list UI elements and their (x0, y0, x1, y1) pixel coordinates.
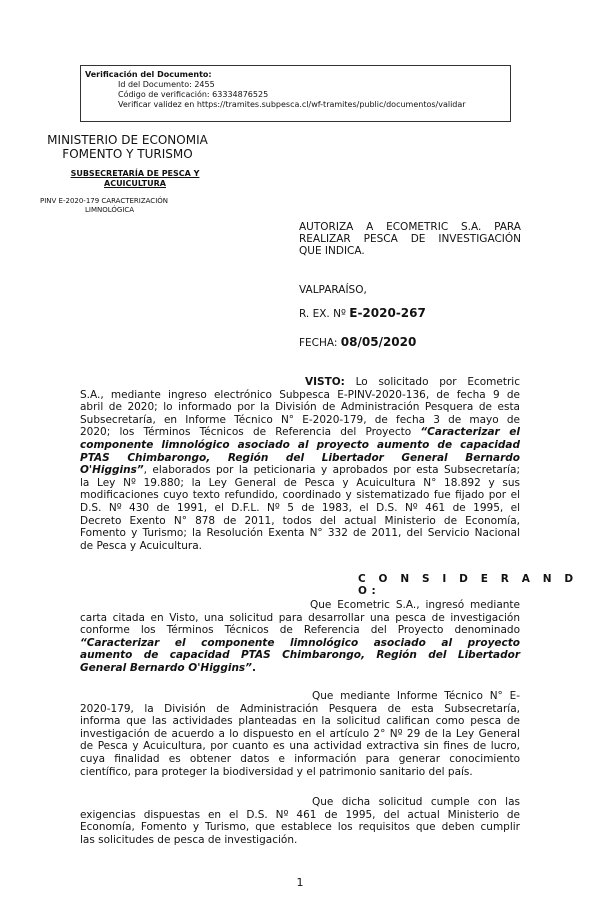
reference-code: PINV E-2020-179 CARACTERIZACIÓN LIMNOLÓGICA (40, 197, 169, 214)
considerando-paragraph-2: Que mediante Informe Técnico N° E- 2020-179, la División de Administración Pesquera de esta Subsecretaría, informa que las actividades planteadas en la solicitud califican como pesca de investigación de acuerdo a lo dispuesto en el artículo 2° Nº 29 de la Ley General de Pesca y Acuicultura, por cuanto es una actividad extractiva sin fines de lucro, cuya finalidad es obtener datos e información para generar conocimiento científico, para proteger la biodiversidad y el patrimonio sanitario del país. (80, 690, 520, 778)
verification-box (80, 65, 511, 122)
considerando-heading: C O N S I D E R A N D O: (358, 573, 578, 597)
verification-url[interactable]: • Verificar validez en https://tramites.subpesca.cl/wf-tramites/public/documentos/validar (118, 100, 506, 110)
considerando-paragraph-1: Que Ecometric S.A., ingresó mediante carta citada en Visto, una solicitud para desarrollar una pesca de investigación conforme los Términos Técnicos de Referencia del Proyecto denominado “Caracterizar el componente limnológico asociado al proyecto aumento de capacidad PTAS Chimbarongo, Región del Libertador General Bernardo O'Higgins”. (80, 599, 520, 674)
resolution-date: FECHA: 08/05/2020 (299, 335, 417, 349)
verification-code: • Código de verificación: 63334876525 (118, 90, 506, 100)
resolution-number: R. EX. Nº E-2020-267 (299, 306, 426, 320)
page-number: 1 (296, 876, 304, 889)
visto-paragraph: VISTO: Lo solicitado por Ecometric S.A., mediante ingreso electrónico Subpesca E-PINV-2020-136, de fecha 9 de abril de 2020; lo informado por la División de Administración Pesquera de esta Subsecretaría, en Informe Técnico N° E-2020-179, de fecha 3 de mayo de 2020; los Términos Técnicos de Referencia del Proyecto “Caracterizar el componente limnológico asociado al proyecto aumento de capacidad PTAS Chimbarongo, Región del Libertador General Bernardo O'Higgins”, elaborados por la peticionaria y aprobados por esta Subsecretaría; la Ley Nº 19.880; la Ley General de Pesca y Acuicultura N° 18.892 y sus modificaciones cuyo texto refundido, coordinado y sistematizado fue fijado por el D.S. Nº 430 de 1991, el D.F.L. Nº 5 de 1983, el D.S. Nº 461 de 1995, el Decreto Exento N° 878 de 2011, todos del actual Ministerio de Economía, Fomento y Turismo; la Resolución Exenta N° 332 de 2011, del Servicio Nacional de Pesca y Acuicultura. (80, 376, 520, 552)
considerando-paragraph-3: Que dicha solicitud cumple con las exigencias dispuestas en el D.S. Nº 461 de 1995, del actual Ministerio de Economía, Fomento y Turismo, que establece los requisitos que deben cumplir las solicitudes de pesca de investigación. (80, 796, 520, 846)
resolution-number-value: E-2020-267 (349, 306, 426, 320)
subsecretaria-name: SUBSECRETARÍA DE PESCA Y ACUICULTURA (70, 169, 200, 188)
resolution-title: AUTORIZA A ECOMETRIC S.A. PARA REALIZAR PESCA DE INVESTIGACIÓN QUE INDICA. (299, 221, 521, 257)
visto-lead: VISTO: (305, 376, 345, 388)
verification-id: • Id del Documento: 2455 (118, 80, 506, 90)
verification-list (85, 80, 506, 110)
verification-title: Verificación del Documento: (85, 70, 212, 79)
resolution-date-value: 08/05/2020 (340, 335, 417, 349)
place: VALPARAÍSO, (299, 284, 367, 296)
ministry-name: MINISTERIO DE ECONOMIA FOMENTO Y TURISMO (47, 133, 208, 161)
